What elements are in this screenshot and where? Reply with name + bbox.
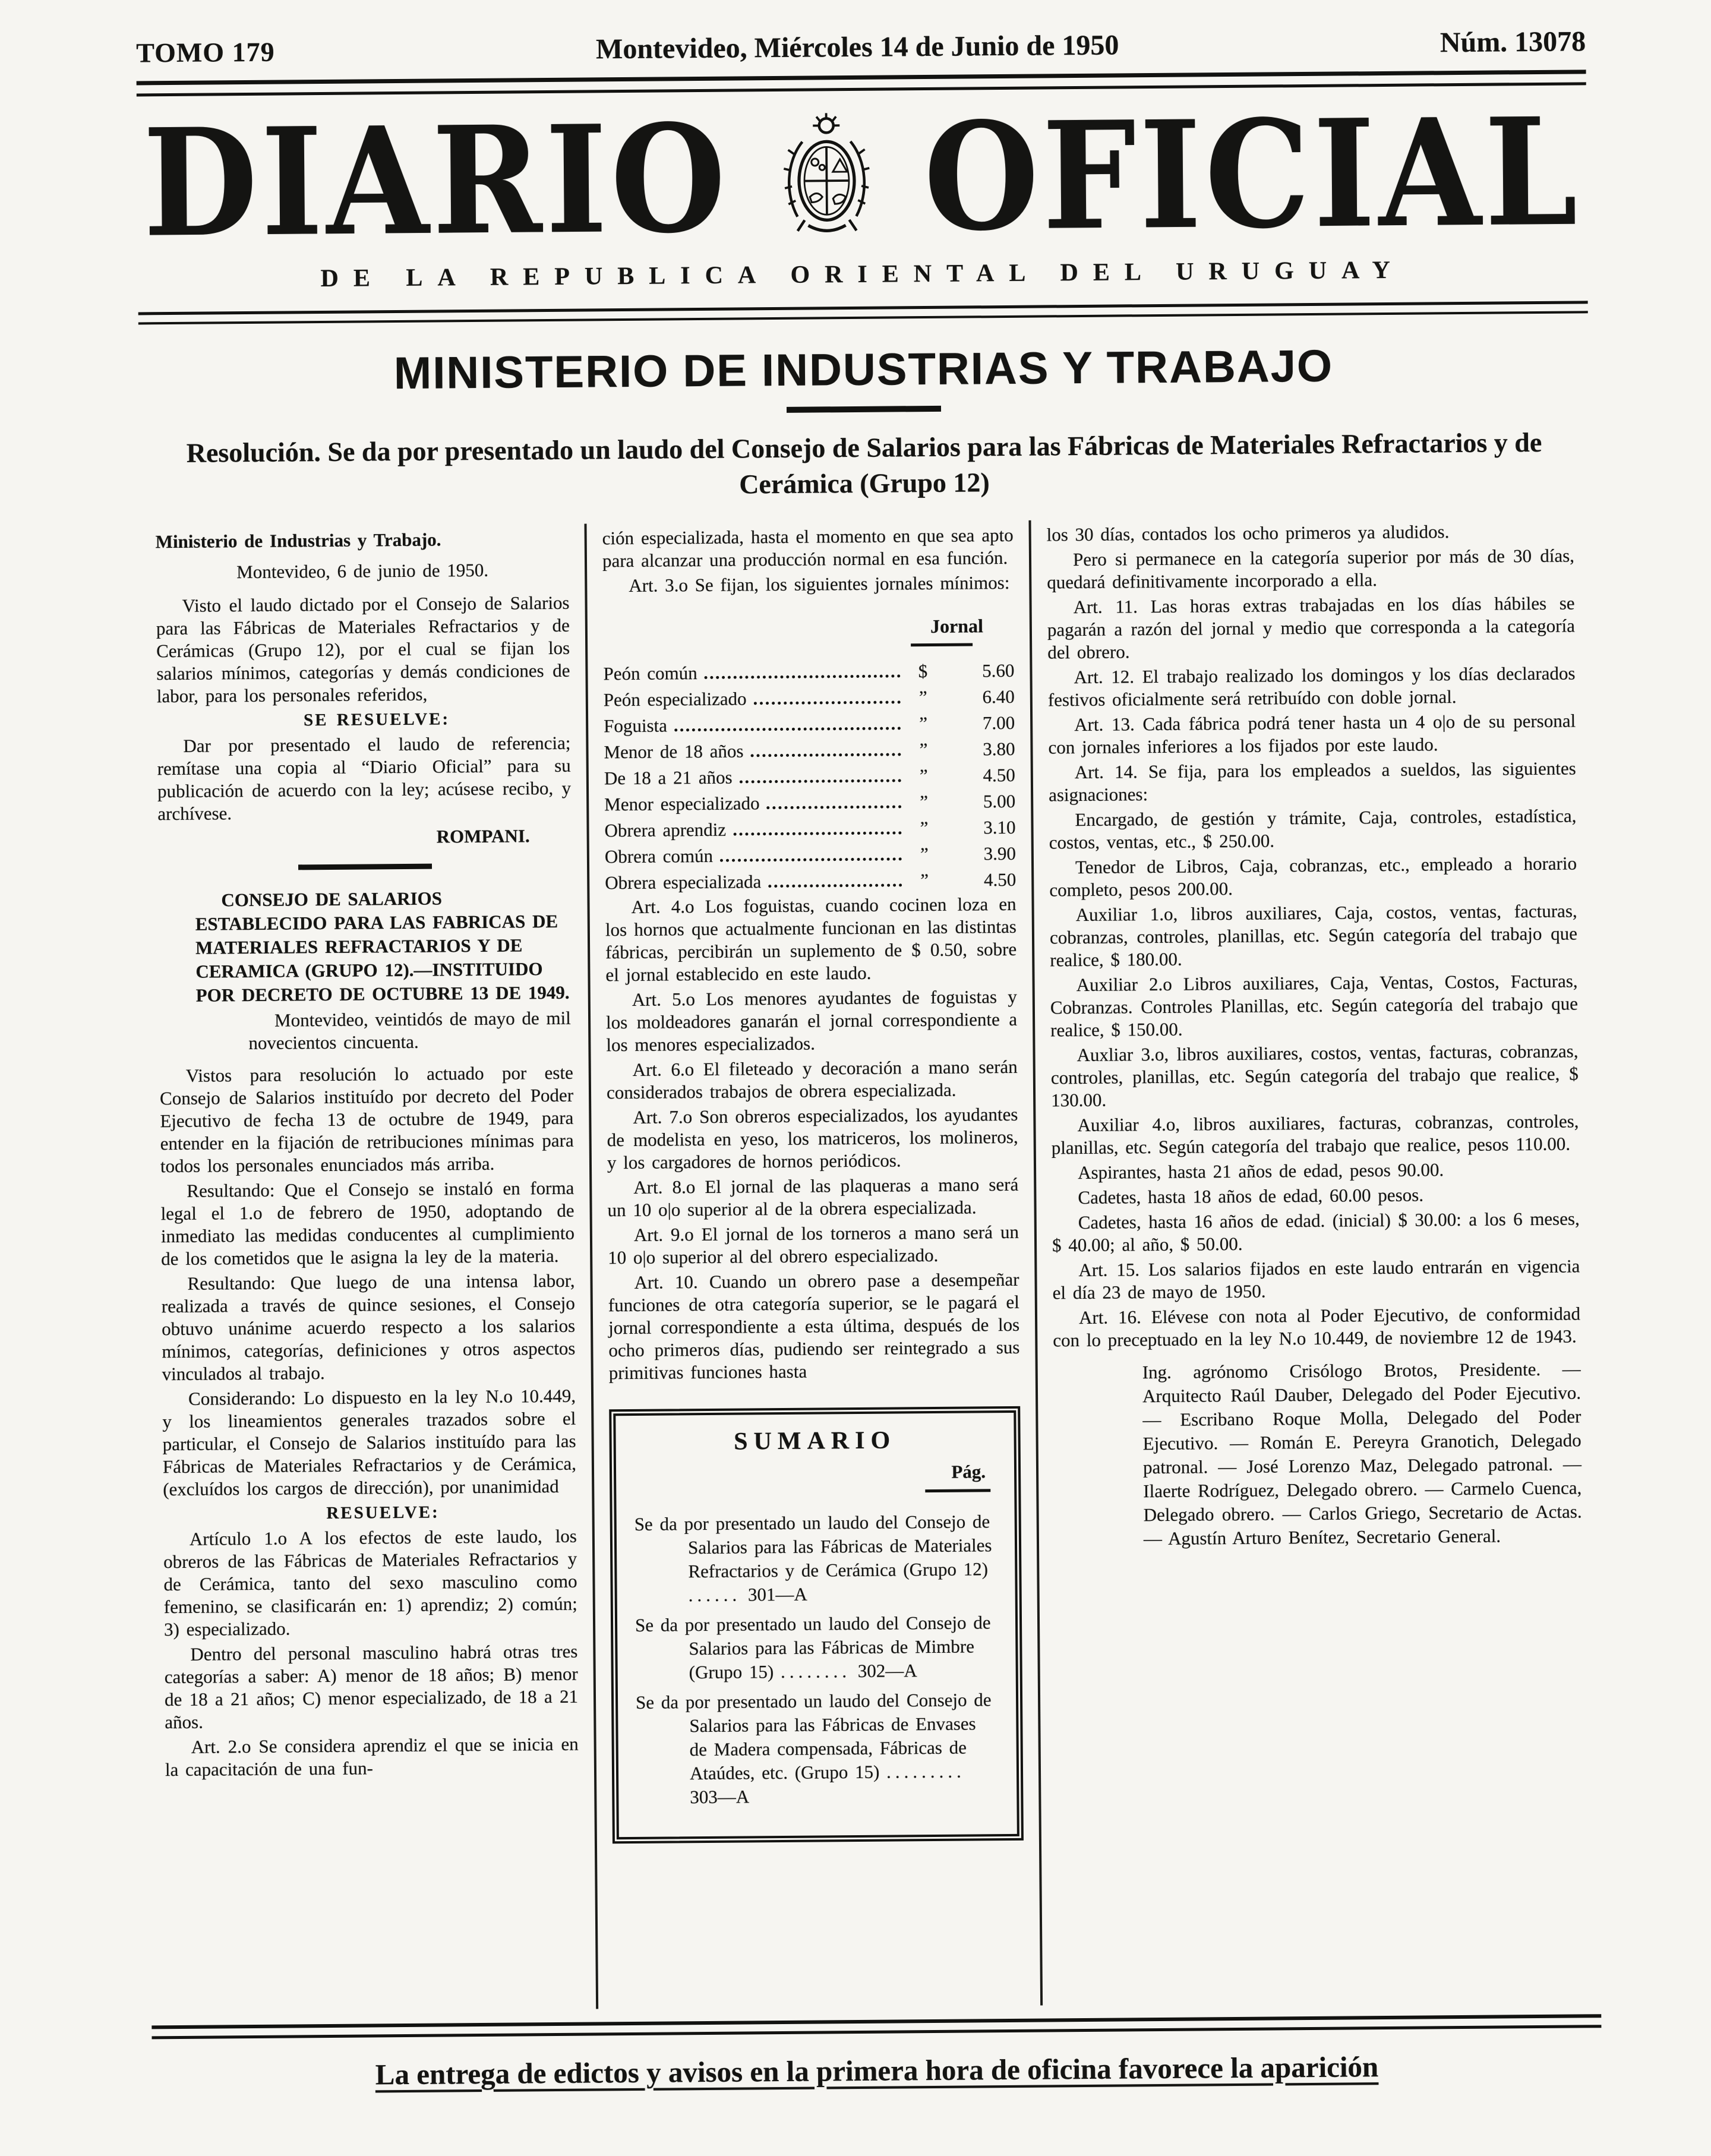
- row-label: Peón común: [603, 662, 697, 684]
- dot-leader: [753, 686, 901, 705]
- dot-leader: [739, 765, 901, 783]
- row-value: 3.90: [983, 842, 1017, 864]
- paragraph-articulo-14: Art. 14. Se fija, para los empleados a sueldos, las siguientes asignaciones:: [1048, 757, 1576, 806]
- paragraph-asignacion-auxiliar-1: Auxiliar 1.o, libros auxiliares, Caja, costos, ventas, facturas, cobranzas, controles, planillas, etc. Según categoría del trabajo que realice, $ 180.00.: [1049, 900, 1578, 971]
- entry-dot-leader: ......: [688, 1584, 741, 1605]
- dot-leader: [720, 843, 902, 861]
- currency-sign: ”: [919, 765, 928, 786]
- footer-notice: La entrega de edictos y avisos en la primera hora de oficina favorece la aparición: [375, 2050, 1379, 2091]
- paragraph-resultando-2: Resultando: Que luego de una intensa labor, realizada a través de quince sesiones, el Consejo obtuvo unánime acuerdo respecto a los salarios mínimos, categorías, definiciones y otros aspectos vinculados al trabajo.: [161, 1270, 576, 1384]
- row-label: Obrera aprendiz: [604, 819, 727, 841]
- currency-sign: ”: [918, 686, 927, 708]
- currency-sign: ”: [920, 869, 929, 891]
- wage-table: [603, 657, 1016, 895]
- paragraph-articulo-16: Art. 16. Elévese con nota al Poder Ejecutivo, de conformidad con lo preceptuado en la ley N.o 10.449, de noviembre 12 de 1943.: [1053, 1303, 1581, 1351]
- resolution-headline: Resolución. Se da por presentado un laudo del Consejo de Salarios para las Fábricas de Materiales Refractarios y de Cerámica (Grupo 12): [186, 427, 1542, 500]
- paragraph-articulo-1b: Dentro del personal masculino habrá otras tres categorías a saber: A) menor de 18 años; B) menor de 18 a 21 años; C) menor especializado, de 18 a 21 años.: [164, 1640, 579, 1732]
- paragraph-continuation: ción especializada, hasta el momento en que sea apto para alcanzar una producción normal en esa función.: [602, 524, 1014, 571]
- row-label: Obrera especializada: [605, 870, 762, 893]
- paragraph-asignacion-aspirantes: Aspirantes, hasta 21 años de edad, pesos 90.00.: [1077, 1159, 1444, 1183]
- masthead-word-diario: DIARIO: [142, 92, 730, 270]
- dot-leader: [674, 712, 901, 731]
- paragraph-articulo-1: Artículo 1.o A los efectos de este laudo, los obreros de las Fábricas de Materiales Refractarios y de Cerámica, tanto del sexo masculino como femenino, se clasificarán en: 1) aprendiz; 2) común; 3) especializado.: [163, 1525, 577, 1640]
- sumario-entry: [635, 1611, 998, 1685]
- currency-sign: ”: [920, 843, 929, 864]
- date-line: Montevideo, Miércoles 14 de Junio de 1950: [595, 29, 1119, 65]
- wage-table-header-rule: [911, 643, 973, 646]
- paragraph-articulo-8: Art. 8.o El jornal de las plaqueras a mano será un 10 o|o superior al de la obrera especializada.: [607, 1173, 1019, 1220]
- section-divider: [298, 863, 431, 870]
- paragraph-articulo-9: Art. 9.o El jornal de los torneros a mano será un 10 o|o superior al del obrero especializado.: [608, 1221, 1019, 1268]
- se-resuelve-heading: SE RESUELVE:: [303, 709, 450, 730]
- currency-sign: ”: [919, 738, 928, 760]
- table-row: [604, 762, 1015, 791]
- row-value: 4.50: [983, 869, 1017, 890]
- article-columns: [140, 516, 1602, 2012]
- currency-sign: ”: [920, 791, 929, 812]
- paragraph-articulo-2: Art. 2.o Se considera aprendiz el que se inicia en la capacitación de una fun-: [165, 1733, 579, 1780]
- page-header: [136, 25, 1586, 69]
- section-title-underline: [787, 406, 941, 413]
- paragraph-articulo-10: Art. 10. Cuando un obrero pase a desempeñar funciones de otra categoría superior, se le pagará el jornal correspondiente a esta última, después de los ocho primeros días, pudiendo ser reintegrado a sus primitivas funciones hasta: [608, 1268, 1020, 1383]
- table-row: [604, 735, 1015, 765]
- masthead: [137, 86, 1587, 270]
- signatures-block: Ing. agrónomo Crisólogo Brotos, Presidente. — Arquitecto Raúl Dauber, Delegado del Poder Ejecutivo. — Escribano Roque Molla, Delegado del Poder Ejecutivo. — Román E. Pereyra Granotich, Delegado patronal. — José Lorenzo Maz, Delegado patronal. — Ilaerte Rodríguez, Delegado obrero. — Carmelo Cuenca, Delegado obrero. — Carlos Griego, Secretario de Actas. — Agustín Arturo Benítez, Secretario General.: [1142, 1358, 1582, 1549]
- masthead-rule: [138, 301, 1588, 324]
- table-row: [605, 840, 1016, 869]
- paragraph-articulo-12: Art. 12. El trabajo realizado los domingos y los días declarados festivos oficialmente será retribuído con doble jornal.: [1047, 662, 1576, 711]
- ministry-section-title: MINISTERIO DE INDUSTRIAS Y TRABAJO: [393, 340, 1334, 399]
- entry-page-ref: 302—A: [857, 1659, 917, 1681]
- entry-page-ref: 303—A: [690, 1786, 750, 1807]
- paragraph-articulo-6: Art. 6.o El fileteado y decoración a mano serán considerados trabajos de obrera especializada.: [606, 1056, 1018, 1103]
- row-value: 3.10: [983, 816, 1016, 838]
- sumario-title: SUMARIO: [733, 1426, 896, 1456]
- row-value: 4.50: [983, 764, 1015, 785]
- consejo-heading: CONSEJO DE SALARIOS ESTABLECIDO PARA LAS FABRICAS DE MATERIALES REFRACTARIOS Y DE CERAMICA (GRUPO 12).—INSTITUIDO POR DECRETO DE OCTUBRE 13 DE 1949.: [195, 888, 570, 1006]
- entry-text: Se da por presentado un laudo del Consejo de Salarios para las Fábricas de Materiales Refractarios y de Cerámica (Grupo 12): [634, 1510, 992, 1582]
- row-value: 6.40: [982, 686, 1015, 707]
- dot-leader: [704, 660, 900, 679]
- row-label: Menor de 18 años: [604, 740, 744, 762]
- paragraph-asignacion-auxiliar-3: Auxliar 3.o, libros auxiliares, costos, ventas, facturas, cobranzas, controles, planillas, etc. Según categoría del trabajo que realice, $ 130.00.: [1050, 1040, 1579, 1111]
- paragraph-articulo-11: Art. 11. Las horas extras trabajadas en los días hábiles se pagarán a razón del jornal y medio que corresponda a la categoría del obrero.: [1047, 592, 1576, 663]
- dot-leader: [733, 817, 902, 835]
- coat-of-arms-icon: [777, 111, 876, 245]
- table-row: [604, 788, 1015, 817]
- entry-page-ref: 301—A: [747, 1583, 807, 1605]
- resuelve-heading: RESUELVE:: [326, 1502, 440, 1523]
- paragraph-asignacion-auxiliar-2: Auxiliar 2.o Libros auxiliares, Caja, Ventas, Costos, Facturas, Cobranzas. Controles Planillas, etc. Según categoría del trabajo que realice, $ 150.00.: [1050, 970, 1579, 1041]
- paragraph-resultando-1: Resultando: Que el Consejo se instaló en forma legal el 1.o de febrero de 1950, adoptando de inmediato las medidas conducentes al cumplimiento de los cometidos que le asigna la ley de la materia.: [160, 1177, 575, 1269]
- currency-sign: ”: [919, 712, 928, 734]
- table-row: [605, 866, 1016, 895]
- sumario-entry: [636, 1688, 999, 1810]
- row-label: Menor especializado: [604, 792, 760, 815]
- table-row: [604, 683, 1015, 712]
- paragraph-articulo-5: Art. 5.o Los menores ayudantes de foguistas y los moldeadores ganarán el jornal correspondiente a los menores especializados.: [605, 986, 1018, 1055]
- paragraph-articulo-13: Art. 13. Cada fábrica podrá tener hasta un 4 o|o de su personal con jornales inferiores a los fijados por este laudo.: [1048, 710, 1576, 758]
- issue-number: Núm. 13078: [1439, 26, 1586, 59]
- sumario-entry: [634, 1510, 997, 1608]
- paragraph-articulo-15: Art. 15. Los salarios fijados en este laudo entrarán en vigencia el día 23 de mayo de 1950.: [1052, 1255, 1580, 1303]
- masthead-word-oficial: OFICIAL: [923, 86, 1582, 264]
- paragraph-fecha-larga: Montevideo, veintidós de mayo de mil novecientos cincuenta.: [248, 1007, 571, 1053]
- currency-sign: $: [918, 660, 928, 681]
- paragraph-vistos: Vistos para resolución lo actuado por este Consejo de Salarios instituído por decreto del Poder Ejecutivo de fecha 13 de octubre de 1949, para entender en la fijación de retribuciones mínimas para todos los personales enunciados más arriba.: [159, 1062, 574, 1176]
- paragraph-permanencia: Pero si permanece en la categoría superior por más de 30 días, quedará definitivamente incorporado a ella.: [1047, 545, 1575, 593]
- table-row: [604, 709, 1015, 738]
- column-1: [140, 523, 596, 2012]
- tome-label: TOMO 179: [136, 36, 275, 68]
- row-value: 3.80: [983, 738, 1015, 759]
- footer-rule: [151, 2014, 1601, 2039]
- entry-text: Se da por presentado un laudo del Consejo de Salarios para las Fábricas de Envases de Madera compensada, Fábricas de Ataúdes, etc. (Grupo 15): [635, 1688, 992, 1783]
- dot-leader: [768, 869, 902, 888]
- dot-leader: [766, 791, 901, 809]
- column-2: [585, 520, 1043, 2009]
- row-label: Obrera común: [604, 845, 714, 867]
- sumario-page-rule: [925, 1489, 990, 1492]
- column-3: [1031, 516, 1601, 2005]
- paragraph-continuation: los 30 días, contados los ocho primeros ya aludidos.: [1046, 520, 1450, 545]
- row-value: 5.00: [983, 790, 1016, 812]
- row-value: 7.00: [982, 712, 1015, 733]
- row-label: De 18 a 21 años: [604, 766, 733, 788]
- row-label: Peón especializado: [603, 688, 747, 710]
- row-label: Foguista: [604, 715, 668, 736]
- ministry-line: Ministerio de Industrias y Trabajo.: [155, 529, 441, 552]
- currency-sign: ”: [920, 817, 929, 838]
- paragraph-considerando: Considerando: Lo dispuesto en la ley N.o 10.449, y los lineamientos generales trazados sobre el particular, el Consejo de Salarios instituído para las Fábricas de Materiales Refractarios y de Cerámica, (excluídos los cargos de dirección), por unanimidad: [162, 1385, 577, 1500]
- wage-table-header: Jornal: [930, 614, 984, 637]
- entry-text: Se da por presentado un laudo del Consejo de Salarios para las Fábricas de Mimbre (Grupo 15): [634, 1611, 991, 1682]
- paragraph-asignacion-encargado: Encargado, de gestión y trámite, Caja, controles, estadística, costos, ventas, etc., $ 250.00.: [1049, 805, 1577, 853]
- row-value: 5.60: [982, 659, 1015, 681]
- table-row: [603, 657, 1014, 686]
- place-date-line: Montevideo, 6 de junio de 1950.: [236, 559, 489, 582]
- signature-rompani: ROMPANI.: [436, 825, 530, 847]
- masthead-subtitle: DE LA REPUBLICA ORIENTAL DEL URUGUAY: [320, 256, 1406, 293]
- paragraph-resolutivo: Dar por presentado el laudo de referencia; remítase una copia al “Diario Oficial” para su publicación de acuerdo con la ley; acúsese recibo, y archívese.: [157, 732, 572, 824]
- sumario-page-label: Pág.: [951, 1460, 986, 1482]
- entry-dot-leader: ........: [780, 1660, 851, 1682]
- paragraph-asignacion-cadetes-16: Cadetes, hasta 16 años de edad. (inicial) $ 30.00: a los 6 meses, $ 40.00; al año, $ 50.00.: [1052, 1208, 1580, 1256]
- dot-leader: [750, 738, 901, 757]
- paragraph-articulo-3: Art. 3.o Se fijan, los siguientes jornales mínimos:: [629, 572, 1010, 596]
- sumario-box: [609, 1406, 1024, 1843]
- paragraph-visto: Visto el laudo dictado por el Consejo de Salarios para las Fábricas de Materiales Refractarios y de Cerámicas (Grupo 12), por el cual se fijan los salarios mínimos, categorías y demás condiciones de labor, para los personales referidos,: [156, 592, 570, 706]
- paragraph-articulo-7: Art. 7.o Son obreros especializados, los ayudantes de modelista en yeso, los matriceros, los molineros, y los cargadores de hornos periódicos.: [607, 1103, 1018, 1173]
- paragraph-articulo-4: Art. 4.o Los foguistas, cuando cocinen loza en los hornos que actualmente funcionan en las distintas fábricas, percibirán un suplemento de $ 0.50, sobre el jornal establecido en este laudo.: [605, 893, 1017, 985]
- paragraph-asignacion-tenedor: Tenedor de Libros, Caja, cobranzas, etc., empleado a horario completo, pesos 200.00.: [1049, 853, 1577, 901]
- paragraph-asignacion-cadetes-18: Cadetes, hasta 18 años de edad, 60.00 pesos.: [1078, 1184, 1424, 1208]
- paragraph-asignacion-auxiliar-4: Auxiliar 4.o, libros auxiliares, facturas, cobranzas, controles, planillas, etc. Según categoría del trabajo que realice, pesos 110.00.: [1051, 1110, 1579, 1159]
- table-row: [604, 814, 1015, 843]
- entry-dot-leader: .........: [886, 1760, 965, 1782]
